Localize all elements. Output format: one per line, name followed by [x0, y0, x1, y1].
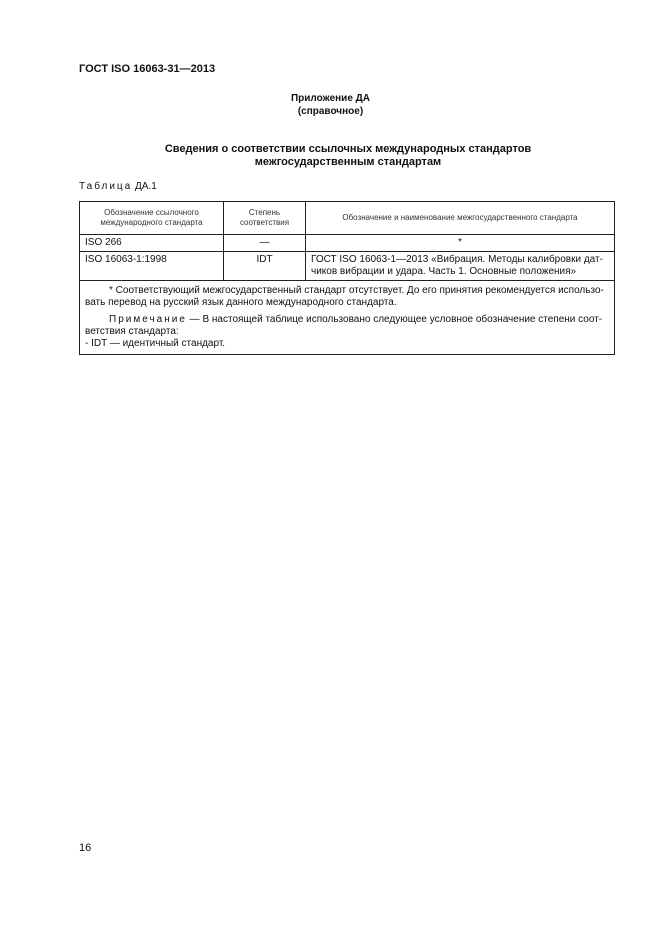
appendix-subtitle: (справочное) — [297, 106, 364, 117]
table-notes — [80, 281, 615, 355]
appendix-title: Приложение ДА — [290, 93, 371, 104]
cell-national-line2: чиков вибрации и удара. Часть 1. Основные положения» — [311, 266, 577, 277]
table-caption-word: Таблица — [79, 181, 133, 192]
table-notes-row — [80, 281, 615, 355]
table-caption — [79, 181, 157, 192]
header-national-standard: Обозначение и наименование межгосударственного стандарта — [306, 202, 615, 235]
header-col2-line1: Степень — [248, 208, 281, 217]
header-reference-standard — [80, 202, 224, 235]
section-title — [0, 143, 661, 169]
document-code-header: ГОСТ ISO 16063-31—2013 — [79, 63, 216, 75]
table-caption-number: ДА.1 — [132, 181, 157, 192]
page-number: 16 — [79, 842, 92, 854]
note-line1-text: — В настоящей таблице использовано следующее условное обозначение степени соот- — [186, 314, 603, 325]
header-col1-line1: Обозначение ссылочного — [104, 208, 199, 217]
note-line2: ветствия стандарта: — [85, 326, 179, 337]
cell-degree: — — [224, 235, 306, 252]
note-line1 — [85, 314, 609, 326]
footnote-line2: вать перевод на русский язык данного международного стандарта. — [85, 297, 397, 308]
cell-degree: IDT — [224, 252, 306, 281]
table-header-row — [80, 202, 615, 235]
standards-correspondence-table — [79, 201, 615, 355]
table-row — [80, 235, 615, 252]
header-degree — [224, 202, 306, 235]
appendix-heading — [0, 92, 661, 118]
note-word: Примечание — [109, 314, 187, 325]
header-col1-line2: международного стандарта — [100, 218, 203, 227]
header-col2-line2: соответствия — [239, 218, 290, 227]
section-title-line1: Сведения о соответствии ссылочных международных стандартов — [164, 143, 532, 155]
note-line3: - IDT — идентичный стандарт. — [85, 338, 226, 349]
table-row — [80, 252, 615, 281]
cell-reference: ISO 266 — [80, 235, 224, 252]
section-title-line2: межгосударственным стандартам — [254, 156, 442, 168]
cell-national-line1: ГОСТ ISO 16063-1—2013 «Вибрация. Методы калибровки дат- — [311, 254, 603, 265]
cell-national: * — [306, 235, 615, 252]
footnote-line1: * Соответствующий межгосударственный стандарт отсутствует. До его принятия рекомендуется использо- — [109, 285, 604, 296]
cell-reference: ISO 16063-1:1998 — [80, 252, 224, 281]
cell-national — [306, 252, 615, 281]
